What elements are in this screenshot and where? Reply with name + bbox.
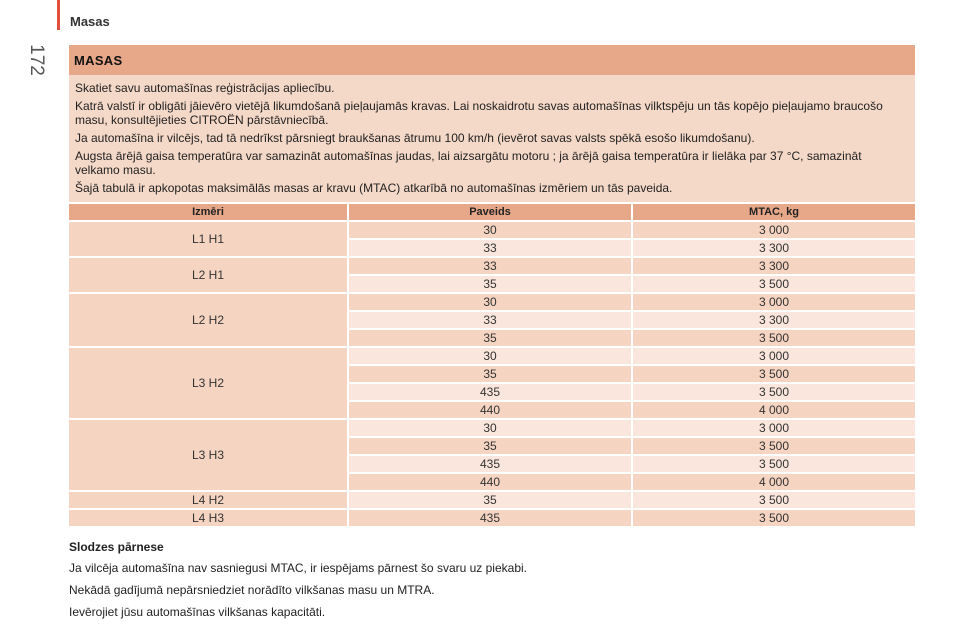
- mtac-cell: 4 000: [633, 474, 915, 490]
- table-row: [69, 510, 915, 526]
- variant-cell: 35: [349, 492, 633, 508]
- column-header-dimensions: Izmēri: [69, 204, 349, 220]
- table-row: [69, 258, 915, 274]
- mtac-cell: 3 300: [633, 312, 915, 328]
- mtac-cell: 3 500: [633, 366, 915, 382]
- mtac-cell: 3 300: [633, 258, 915, 274]
- variant-cell: 435: [349, 384, 633, 400]
- mtac-cell: 3 000: [633, 294, 915, 310]
- mass-table-container: [69, 202, 915, 528]
- mtac-cell: 3 000: [633, 348, 915, 364]
- mtac-cell: 3 300: [633, 240, 915, 256]
- paragraph: Šajā tabulā ir apkopotas maksimālās masas ar kravu (MTAC) atkarībā no automašīnas izmēriem un tās paveida.: [75, 181, 673, 195]
- column-header-mtac: MTAC, kg: [633, 204, 915, 220]
- table-header-row: [69, 204, 915, 220]
- variant-cell: 440: [349, 474, 633, 490]
- variant-cell: 33: [349, 312, 633, 328]
- mass-table: [69, 202, 915, 528]
- variant-cell: 33: [349, 240, 633, 256]
- mtac-cell: 3 500: [633, 438, 915, 454]
- mtac-cell: 3 500: [633, 384, 915, 400]
- variant-cell: 435: [349, 456, 633, 472]
- header-accent-bar: [57, 0, 60, 30]
- mtac-cell: 3 500: [633, 276, 915, 292]
- note-line: Nekādā gadījumā nepārsniedziet norādīto vilkšanas masu un MTRA.: [69, 583, 435, 597]
- table-body: [69, 222, 915, 526]
- dimension-cell: L3 H2: [69, 348, 349, 418]
- mtac-cell: 3 500: [633, 456, 915, 472]
- variant-cell: 35: [349, 276, 633, 292]
- mtac-cell: 3 500: [633, 510, 915, 526]
- variant-cell: 35: [349, 366, 633, 382]
- table-row: [69, 294, 915, 310]
- mtac-cell: 3 000: [633, 222, 915, 238]
- table-row: [69, 348, 915, 364]
- page-number: 172: [26, 44, 47, 76]
- table-row: [69, 492, 915, 508]
- mtac-cell: 3 500: [633, 330, 915, 346]
- variant-cell: 33: [349, 258, 633, 274]
- section-title: MASAS: [69, 45, 915, 75]
- mtac-cell: 3 500: [633, 492, 915, 508]
- mtac-cell: 4 000: [633, 402, 915, 418]
- dimension-cell: L3 H3: [69, 420, 349, 490]
- paragraph: Katrā valstī ir obligāti jāievēro vietējā likumdošanā pieļaujamās kravas. Lai noskaidrotu savas automašīnas vilktspēju un tās kopējo pieļaujamo braucošo masu, konsultējieties CITROËN pārstāvniecībā.: [75, 99, 883, 127]
- paragraph: Skatiet savu automašīnas reģistrācijas apliecību.: [75, 81, 335, 95]
- mtac-cell: 3 000: [633, 420, 915, 436]
- column-header-variant: Paveids: [349, 204, 633, 220]
- dimension-cell: L2 H2: [69, 294, 349, 346]
- table-row: [69, 222, 915, 238]
- notes-section: [69, 540, 915, 627]
- variant-cell: 30: [349, 294, 633, 310]
- variant-cell: 35: [349, 330, 633, 346]
- paragraph: Augsta ārējā gaisa temperatūra var samazināt automašīnas jaudas, lai aizsargātu motoru ; ja ārējā gaisa temperatūra ir lielāka par 37 °C, samazināt velkamo masu.: [75, 149, 862, 177]
- variant-cell: 35: [349, 438, 633, 454]
- dimension-cell: L4 H2: [69, 492, 349, 508]
- variant-cell: 435: [349, 510, 633, 526]
- dimension-cell: L2 H1: [69, 258, 349, 292]
- page-header-title: Masas: [70, 14, 110, 29]
- paragraph: Ja automašīna ir vilcējs, tad tā nedrīkst pārsniegt braukšanas ātrumu 100 km/h (ievērot savas valsts spēkā esošo likumdošanu).: [75, 131, 755, 145]
- notes-title: Slodzes pārnese: [69, 540, 164, 554]
- dimension-cell: L4 H3: [69, 510, 349, 526]
- variant-cell: 30: [349, 420, 633, 436]
- note-line: Ja vilcēja automašīna nav sasniegusi MTAC, ir iespējams pārnest šo svaru uz piekabi.: [69, 561, 527, 575]
- variant-cell: 30: [349, 222, 633, 238]
- variant-cell: 30: [349, 348, 633, 364]
- table-row: [69, 420, 915, 436]
- section-body: [69, 75, 915, 202]
- dimension-cell: L1 H1: [69, 222, 349, 256]
- note-line: Ievērojiet jūsu automašīnas vilkšanas kapacitāti.: [69, 605, 326, 619]
- info-box: [69, 45, 915, 202]
- variant-cell: 440: [349, 402, 633, 418]
